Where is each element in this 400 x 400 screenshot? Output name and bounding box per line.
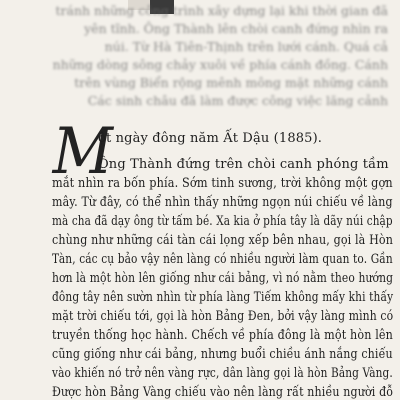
text-line: Được hòn Bảng Vàng chiếu vào nên làng rất nhiều người đỗ [52,385,394,400]
text-line: cũng giống như cái bảng, nhưng buổi chiều ánh nắng chiếu [52,347,393,362]
text-line: vào khiến nó trở nên vàng rực, dân làng gọi là hòn Bảng Vàng. [52,366,393,381]
prior-line: những dòng sông chảy xuôi về phía cánh đồng. Cánh [52,57,388,72]
first-line: ột ngày đông năm Ất Dậu (1885). [98,131,323,146]
text-line: Tàn, các cụ bảo vậy nên làng có nhiều người làm quan to. Gần [52,252,393,267]
drop-cap: M [52,115,113,189]
blurred-previous-text [0,0,400,110]
text-line: mặt trời chiếu tới, gọi là hòn Bảng Đen, bởi vậy làng mình có [52,309,394,324]
text-line: chùng như những cái tàn cái lọng xếp bên nhau, gọi là Hòn [52,233,393,248]
text-line: mây. Từ đây, có thể nhìn thấy những ngọn núi chiếu về làng [52,195,393,210]
prior-line: núi. Từ Hà Tiên-Thịnh trên lưới cánh. Quá cả [104,39,388,54]
prior-line: yên tĩnh. Ông Thành lên chòi canh đứng nhìn ra [84,21,388,36]
text-line: đông tây nên sườn nhìn từ phía làng Tiếm không mấy khi thấy [52,290,394,305]
text-line: mắt nhìn ra bốn phía. Sớm tinh sương, trời không một gợn [52,176,393,191]
prior-line: Các sinh châu đã làm được công việc lăng cảnh [87,93,388,108]
text-line: truyền thống học hành. Chếch về phía đông là một hòn lên [52,328,393,343]
text-line: hơn là một hòn lên giống như cái bảng, vì nó nằm theo hướng [52,271,394,286]
text-line: mà cha đã dạy ông từ tấm bé. Xa kia ở phía tây là dãy núi chập [52,214,393,229]
prior-line: tránh những công trình xây dựng lại khi thời gian đã [55,3,388,18]
text-line: Ông Thành đứng trên chòi canh phóng tầm [98,157,389,172]
prior-line: trên vùng Biển rộng mênh mông mặt những cánh [74,75,388,90]
